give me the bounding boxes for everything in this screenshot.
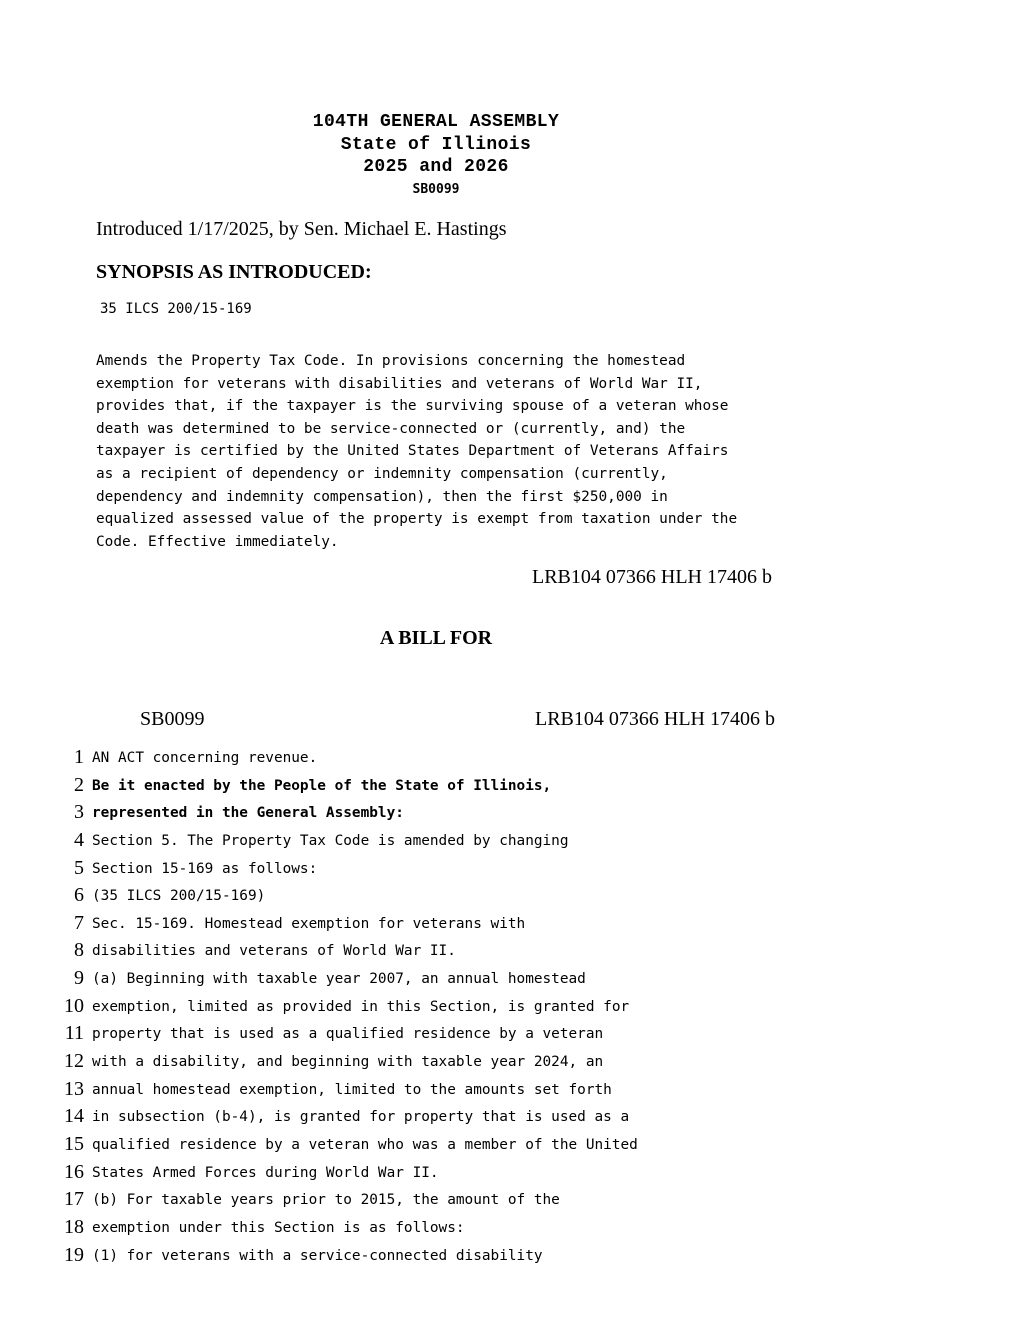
- bill-line: [0, 1214, 900, 1242]
- state-title: State of Illinois: [340, 134, 532, 155]
- line-number: 12: [64, 1050, 84, 1073]
- bill-line: [0, 772, 900, 800]
- line-text: Sec. 15-169. Homestead exemption for veterans with: [92, 915, 526, 932]
- line-text: exemption under this Section is as follows:: [92, 1219, 465, 1236]
- document-header: [0, 111, 872, 201]
- line-number: 19: [64, 1243, 84, 1266]
- line-text: represented in the General Assembly:: [92, 805, 404, 822]
- bill-line: [0, 1131, 900, 1159]
- synopsis-line: as a recipient of dependency or indemnity compensation (currently,: [96, 465, 668, 482]
- synopsis-line: provides that, if the taxpayer is the surviving spouse of a veteran whose: [96, 398, 729, 415]
- line-text: (b) For taxable years prior to 2015, the amount of the: [92, 1192, 560, 1209]
- synopsis-line: taxpayer is certified by the United States Department of Veterans Affairs: [96, 443, 729, 460]
- bill-line: [0, 1076, 900, 1104]
- line-number: 5: [74, 856, 84, 879]
- line-number: 1: [74, 746, 84, 768]
- bill-line: [0, 1186, 900, 1214]
- line-text: in subsection (b-4), is granted for property that is used as a: [92, 1109, 630, 1126]
- line-number: 18: [64, 1215, 84, 1238]
- session-years: 2025 and 2026: [363, 157, 509, 177]
- line-text: States Armed Forces during World War II.: [92, 1164, 439, 1181]
- synopsis-line: Code. Effective immediately.: [96, 533, 339, 550]
- line-text: (35 ILCS 200/15-169): [92, 888, 266, 905]
- line-number: 7: [74, 911, 84, 934]
- line-text: property that is used as a qualified residence by a veteran: [92, 1026, 604, 1043]
- line-text: AN ACT concerning revenue.: [92, 750, 318, 766]
- line-text: with a disability, and beginning with taxable year 2024, an: [92, 1054, 604, 1071]
- synopsis-line: dependency and indemnity compensation), then the first $250,000 in: [96, 488, 668, 505]
- synopsis-text: [96, 350, 737, 553]
- line-text: qualified residence by a veteran who was a member of the United: [92, 1136, 638, 1153]
- bill-line: [0, 1020, 900, 1048]
- line-number: 8: [74, 939, 84, 962]
- line-number: 9: [74, 967, 84, 990]
- a-bill-for-heading: A BILL FOR: [379, 627, 493, 649]
- line-number: 13: [64, 1077, 84, 1100]
- bill-line: [0, 855, 900, 883]
- line-text: Be it enacted by the People of the State of Illinois,: [92, 777, 552, 794]
- assembly-title: 104TH GENERAL ASSEMBLY: [312, 112, 560, 132]
- bill-text: [0, 744, 900, 1269]
- introduced-line: Introduced 1/17/2025, by Sen. Michael E. Hastings: [96, 218, 507, 240]
- bill-line: [0, 799, 900, 827]
- bill-line: [0, 1048, 900, 1076]
- line-text: exemption, limited as provided in this Section, is granted for: [92, 998, 630, 1015]
- line-number: 4: [74, 828, 84, 851]
- line-number: 16: [64, 1160, 84, 1183]
- page-header-lrb: LRB104 07366 HLH 17406 b: [535, 708, 775, 730]
- line-number: 17: [64, 1188, 84, 1211]
- synopsis-line: exemption for veterans with disabilities and veterans of World War II,: [96, 375, 703, 392]
- synopsis-line: equalized assessed value of the property is exempt from taxation under the: [96, 511, 738, 528]
- line-number: 3: [74, 801, 84, 824]
- page-header-bill: SB0099: [140, 708, 205, 730]
- line-text: Section 5. The Property Tax Code is amended by changing: [92, 832, 569, 849]
- bill-line: [0, 993, 900, 1021]
- line-text: (1) for veterans with a service-connected disability: [92, 1247, 543, 1264]
- line-number: 15: [64, 1132, 84, 1155]
- bill-line: [0, 744, 900, 772]
- lrb-number: LRB104 07366 HLH 17406 b: [532, 566, 772, 588]
- statute-citation: 35 ILCS 200/15-169: [100, 301, 252, 317]
- bill-line: [0, 1103, 900, 1131]
- line-text: (a) Beginning with taxable year 2007, an annual homestead: [92, 971, 586, 988]
- line-number: 14: [64, 1105, 84, 1128]
- line-text: disabilities and veterans of World War II.: [92, 943, 456, 960]
- line-number: 6: [74, 884, 84, 907]
- line-text: annual homestead exemption, limited to the amounts set forth: [92, 1081, 612, 1098]
- synopsis-title: SYNOPSIS AS INTRODUCED:: [96, 261, 372, 283]
- bill-line: [0, 1242, 900, 1270]
- bill-line: [0, 910, 900, 938]
- line-text: Section 15-169 as follows:: [92, 860, 318, 877]
- synopsis-line: death was determined to be service-connected or (currently, and) the: [96, 420, 686, 437]
- bill-line: [0, 937, 900, 965]
- bill-number: SB0099: [412, 181, 460, 197]
- bill-line: [0, 1159, 900, 1187]
- bill-line: [0, 882, 900, 910]
- line-number: 11: [64, 1022, 84, 1045]
- synopsis-line: Amends the Property Tax Code. In provisions concerning the homestead: [96, 353, 686, 369]
- line-number: 10: [64, 994, 84, 1017]
- line-number: 2: [74, 773, 84, 796]
- bill-line: [0, 827, 900, 855]
- bill-line: [0, 965, 900, 993]
